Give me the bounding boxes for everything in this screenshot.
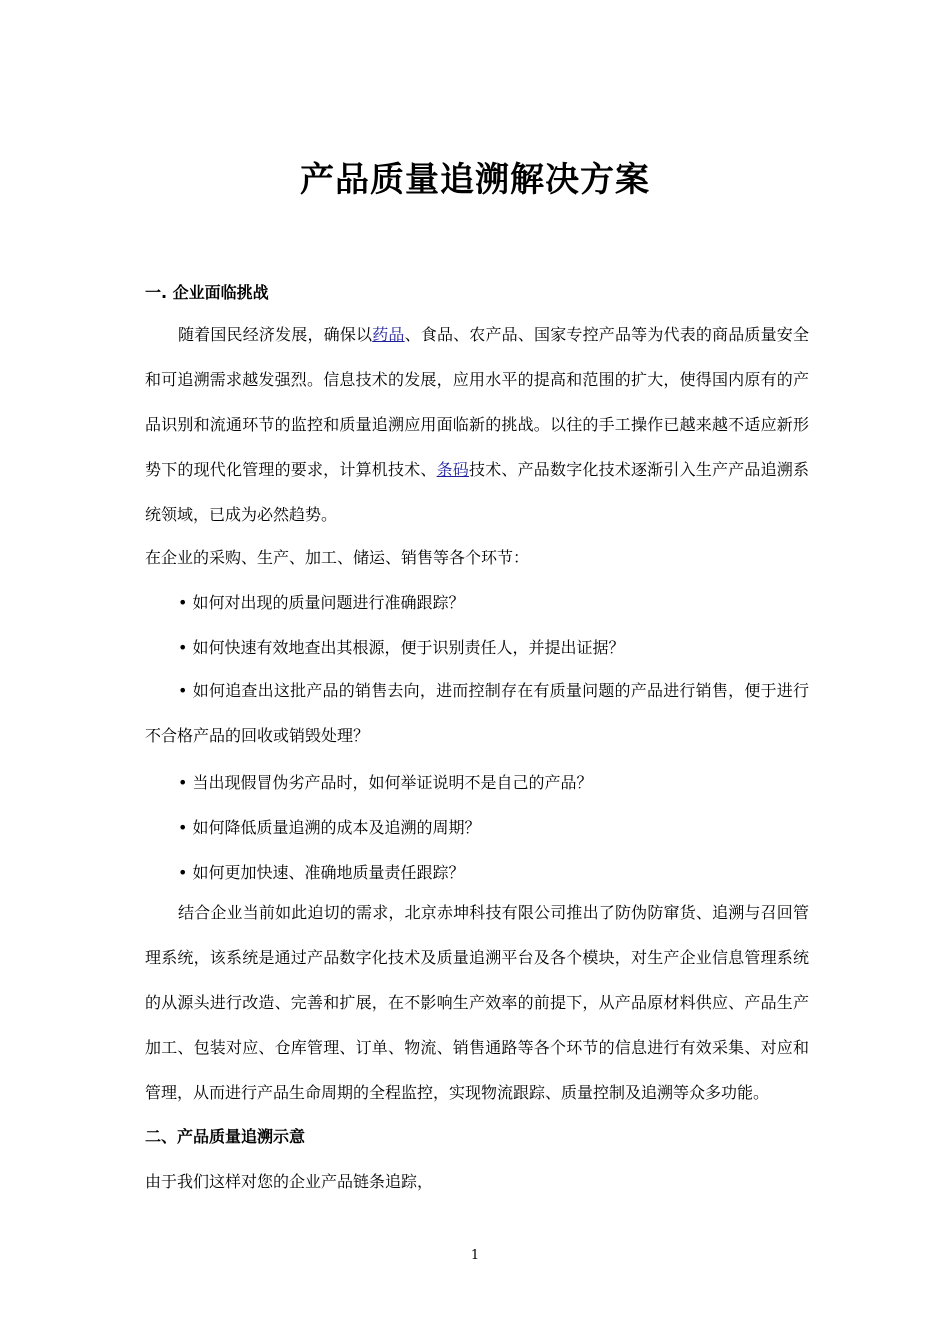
paragraph-text: 技术、产品数字化技术逐渐引入生产产品追溯系统领域，已成为必然趋势。 [145,460,809,524]
barcode-link[interactable]: 条码 [436,460,469,479]
section-1-paragraph-2: 在企业的采购、生产、加工、储运、销售等各个环节： [145,548,530,567]
section-2-heading: 二、产品质量追溯示意 [145,1127,306,1146]
bullet-item-5: • 如何降低质量追溯的成本及追溯的周期？ [178,818,481,837]
paragraph-text: 、食品、农产品、国家专控产品等为代表的商品质量安全和可追溯需求越发强烈。信息技术的发展，应用水平的提高和范围的扩大，使得国内原有的产品识别和流通环节的监控和质量追溯应用面临新的挑战。以往的手工操作已越来越不适应新形势下的现代化管理的要求，计算机技术、 [145,325,809,479]
bullet-item-1: • 如何对出现的质量问题进行准确跟踪？ [178,593,465,612]
bullet-item-4: • 当出现假冒伪劣产品时，如何举证说明不是自己的产品？ [178,773,593,792]
page-number: 1 [470,1248,480,1263]
section-1-heading: 一. 企业面临挑战 [145,283,269,302]
document-title: 产品质量追溯解决方案 [300,160,650,200]
section-2-paragraph-1: 由于我们这样对您的企业产品链条追踪， [145,1172,434,1191]
bullet-item-3: • 如何追查出这批产品的销售去向，进而控制存在有质量问题的产品进行销售，便于进行不合格产品的回收或销毁处理？ [145,681,809,745]
medicine-link[interactable]: 药品 [372,325,405,344]
section-1-paragraph-3: 结合企业当前如此迫切的需求，北京赤坤科技有限公司推出了防伪防窜货、追溯与召回管理系统，该系统是通过产品数字化技术及质量追溯平台及各个模块，对生产企业信息管理系统的从源头进行改造、完善和扩展，在不影响生产效率的前提下，从产品原材料供应、产品生产加工、包装对应、仓库管理、订单、物流、销售通路等各个环节的信息进行有效采集、对应和管理，从而进行产品生命周期的全程监控，实现物流跟踪、质量控制及追溯等众多功能。 [145,903,809,1102]
bullet-item-2: • 如何快速有效地查出其根源，便于识别责任人，并提出证据？ [178,638,625,657]
section-1-paragraph-1 [145,312,809,537]
paragraph-text: 随着国民经济发展，确保以 [178,325,373,344]
bullet-item-6: • 如何更加快速、准确地质量责任跟踪？ [178,863,465,882]
